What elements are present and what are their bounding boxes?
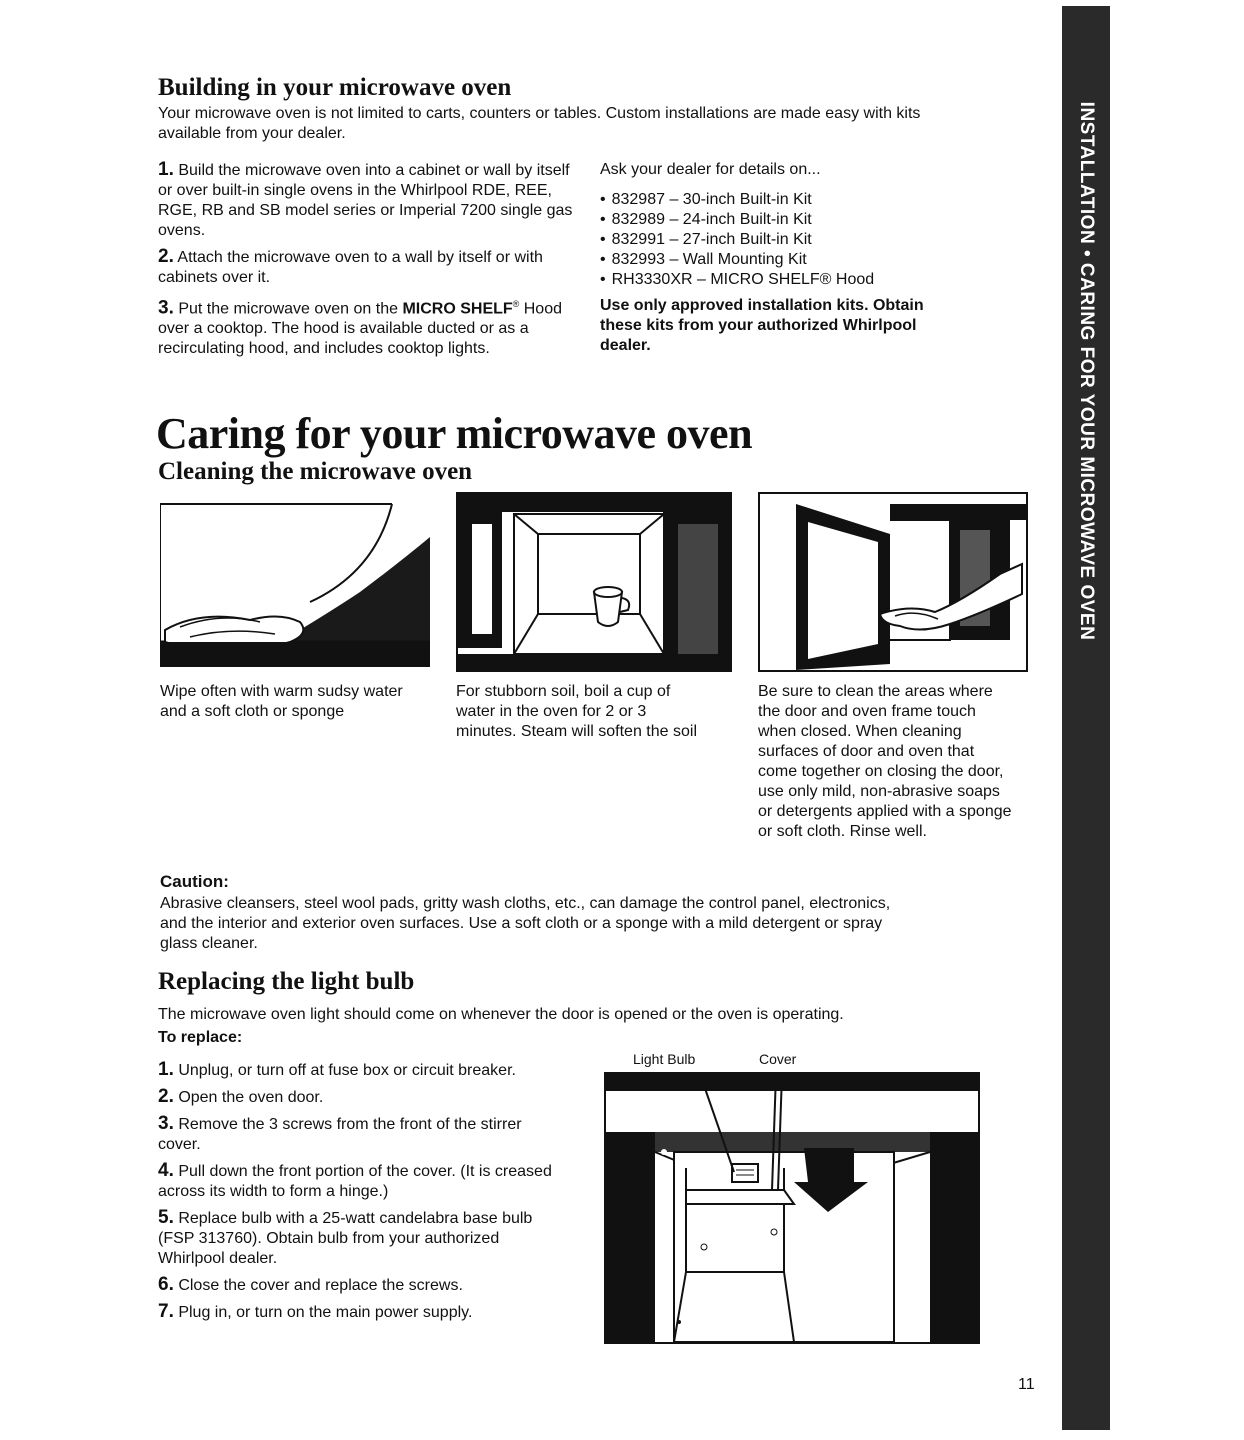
to-replace-label: To replace:: [158, 1029, 243, 1046]
label-cover: Cover: [759, 1051, 797, 1067]
step-text-after: Hood over a cooktop. The hood is available ducted or as a recirculating hood, and includes cooktop lights.: [158, 300, 562, 358]
caption-wipe: Wipe often with warm sudsy water and a soft cloth or sponge: [160, 683, 403, 720]
caring-title: Caring for your microwave oven: [156, 409, 753, 458]
kit-item: • 832989 – 24-inch Built-in Kit: [600, 210, 980, 230]
cleaning-title: Cleaning the microwave oven: [158, 458, 473, 485]
step-number: 5.: [158, 1207, 174, 1228]
step-number: 2.: [158, 1086, 174, 1107]
kit-item: • RH3330XR – MICRO SHELF® Hood: [600, 270, 980, 290]
step-text: Build the microwave oven into a cabinet or wall by itself or over built-in single ovens in the Whirlpool RDE, REE, RGE, RB and SB model series or Imperial 7200 single gas ovens.: [158, 162, 573, 239]
building-step: [158, 160, 588, 241]
step-text-before: Put the microwave oven on the: [178, 300, 403, 318]
caution-label: Caution:: [160, 872, 229, 891]
kit-item: • 832993 – Wall Mounting Kit: [600, 250, 980, 270]
light-bulb-diagram: [604, 1072, 980, 1344]
building-steps: [158, 160, 588, 359]
step-text: Open the oven door.: [178, 1089, 324, 1106]
bulb-step: [158, 1208, 548, 1269]
door-seal-illustration: [758, 492, 1028, 672]
boil-cup-illustration: [456, 492, 732, 672]
building-title: Building in your microwave oven: [158, 74, 512, 101]
registered-mark: ®: [512, 299, 520, 309]
kit-list: [600, 190, 980, 290]
step-number: 3.: [158, 1113, 174, 1134]
side-tab-text: INSTALLATION • CARING FOR YOUR MICROWAVE OVEN: [1076, 101, 1097, 641]
bulb-steps: [158, 1060, 558, 1323]
step-number: 1.: [158, 1059, 174, 1080]
bulb-step: [158, 1302, 558, 1323]
caption-door: Be sure to clean the areas where the door and oven frame touch when closed. When cleaning surfaces of door and oven that come together on closing the door, use only mild, non-abrasive soaps or detergents applied with a sponge or soft cloth. Rinse well.: [758, 683, 1012, 840]
label-light-bulb: Light Bulb: [633, 1051, 696, 1067]
caution-text: Abrasive cleansers, steel wool pads, gritty wash cloths, etc., can damage the control panel, electronics, and the interior and exterior oven surfaces. Use a soft cloth or a sponge with a mild detergent or spray glass cleaner.: [160, 895, 891, 952]
kit-item: • 832991 – 27-inch Built-in Kit: [600, 230, 980, 250]
bulb-step: [158, 1161, 553, 1202]
step-text: Replace bulb with a 25-watt candelabra base bulb (FSP 313760). Obtain bulb from your authorized Whirlpool dealer.: [158, 1210, 533, 1267]
micro-shelf-brand: MICRO SHELF: [402, 300, 513, 318]
ask-dealer: Ask your dealer for details on...: [600, 161, 821, 178]
step-number: 4.: [158, 1160, 174, 1181]
building-step: [158, 247, 588, 288]
step-number: 6.: [158, 1274, 174, 1295]
step-text: Close the cover and replace the screws.: [178, 1277, 463, 1294]
bulb-step: [158, 1275, 558, 1296]
step-text: Pull down the front portion of the cover. (It is creased across its width to form a hinge.): [158, 1163, 552, 1200]
step-text: Unplug, or turn off at fuse box or circuit breaker.: [178, 1062, 516, 1079]
kit-item: • 832987 – 30-inch Built-in Kit: [600, 190, 980, 210]
bulb-title: Replacing the light bulb: [158, 968, 415, 995]
step-number: 3.: [158, 297, 174, 319]
step-number: 2.: [158, 246, 174, 267]
bulb-intro: The microwave oven light should come on whenever the door is opened or the oven is operating.: [158, 1006, 844, 1023]
kits-column: [600, 160, 980, 356]
approved-kits-note: Use only approved installation kits. Obtain these kits from your authorized Whirlpool dealer.: [600, 297, 924, 354]
step-text: Remove the 3 screws from the front of the stirrer cover.: [158, 1116, 522, 1153]
building-intro: Your microwave oven is not limited to carts, counters or tables. Custom installations are made easy with kits available from your dealer.: [158, 105, 921, 142]
bulb-step: [158, 1087, 558, 1108]
wipe-illustration: [160, 492, 430, 667]
step-text: Plug in, or turn on the main power supply.: [178, 1304, 473, 1321]
side-tab: [1062, 6, 1110, 1430]
bulb-step: [158, 1060, 528, 1081]
page-number: 11: [1018, 1376, 1035, 1393]
step-number: 7.: [158, 1301, 174, 1322]
building-step: [158, 294, 588, 359]
step-text: Attach the microwave oven to a wall by itself or with cabinets over it.: [158, 249, 543, 286]
step-number: 1.: [158, 159, 174, 180]
caption-boil: For stubborn soil, boil a cup of water in the oven for 2 or 3 minutes. Steam will soften the soil: [456, 683, 697, 740]
bulb-step: [158, 1114, 548, 1155]
